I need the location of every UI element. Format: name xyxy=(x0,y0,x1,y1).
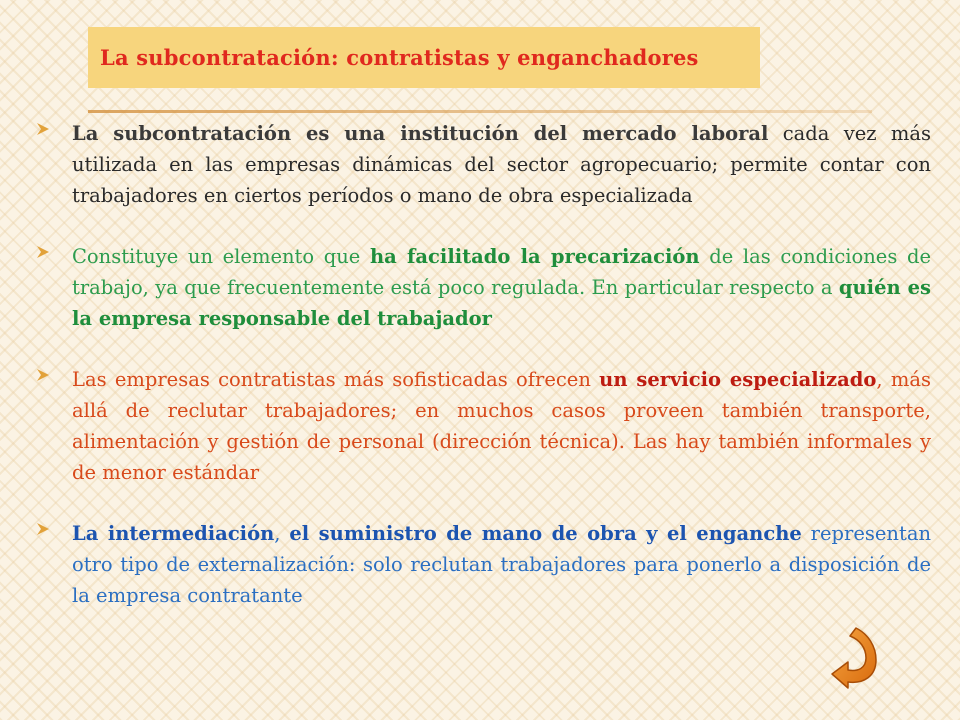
bullet-4-separator: , xyxy=(274,522,290,545)
bullet-1-emphasis: La subcontratación es una institución del mercado laboral xyxy=(72,122,769,145)
bullet-2-emphasis: ha facilitado la precarización xyxy=(369,245,700,268)
arrowhead-bullet-icon xyxy=(36,522,50,536)
bullet-3-emphasis: un servicio especializado xyxy=(599,368,877,391)
bullet-3-text-start: Las empresas contratistas más sofisticadas ofrecen xyxy=(72,368,600,391)
bullet-text-1 xyxy=(72,118,931,211)
bullet-item-3 xyxy=(36,364,931,488)
bullet-text-4 xyxy=(72,518,931,611)
slide-title-box xyxy=(88,27,760,88)
bullet-3-text-end: , más allá de reclutar trabajadores; en muchos casos proveen también transporte, alimentación y gestión de personal (dirección técnica). Las hay también informales y de menor estándar xyxy=(72,368,931,484)
title-divider xyxy=(88,110,872,113)
return-arrow-icon[interactable] xyxy=(826,622,884,690)
bullet-2-text-mid: de las condiciones de trabajo, ya que frecuentemente está poco regulada. En particular respecto a xyxy=(72,245,932,299)
bullet-4-emphasis: La intermediación xyxy=(72,522,275,545)
arrowhead-bullet-icon xyxy=(36,122,50,136)
arrowhead-bullet-icon xyxy=(36,368,50,382)
bullet-item-4 xyxy=(36,518,931,611)
bullet-2-text-start: Constituye un elemento que xyxy=(72,245,370,268)
bullet-2-emphasis-2: quién es la empresa responsable del trabajador xyxy=(72,276,931,330)
bullet-item-1 xyxy=(36,118,931,211)
bullet-text-3 xyxy=(72,364,931,488)
bullet-4-text-end: representan otro tipo de externalización: solo reclutan trabajadores para ponerlo a disposición de la empresa contratante xyxy=(72,522,932,607)
bullet-4-emphasis-2: el suministro de mano de obra y el enganche xyxy=(289,522,802,545)
bullet-item-2 xyxy=(36,241,931,334)
slide-title: La subcontratación: contratistas y enganchadores xyxy=(100,45,699,70)
bullet-1-text: cada vez más utilizada en las empresas dinámicas del sector agropecuario; permite contar con trabajadores en ciertos períodos o mano de obra especializada xyxy=(72,122,931,207)
bullet-list xyxy=(36,118,931,641)
arrowhead-bullet-icon xyxy=(36,245,50,259)
bullet-text-2 xyxy=(72,241,931,334)
